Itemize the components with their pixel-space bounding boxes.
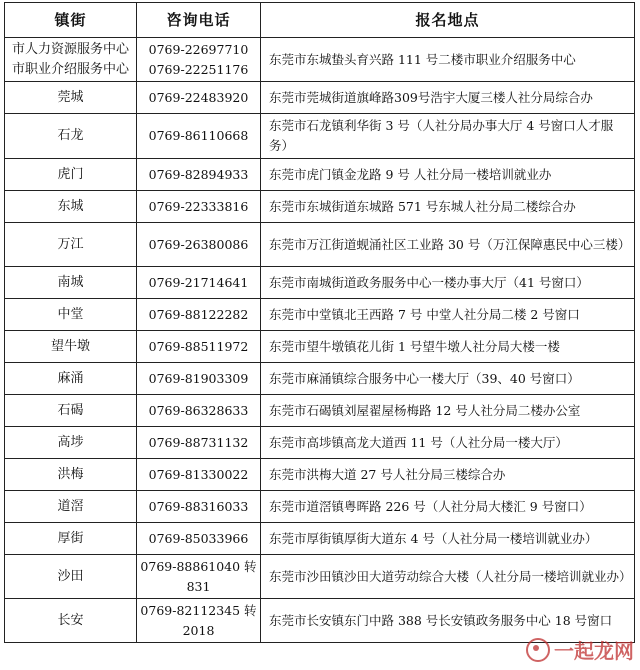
- table-row: [5, 191, 635, 223]
- cell-town: 南城: [5, 267, 137, 299]
- cell-town: 高埗: [5, 427, 137, 459]
- cell-phone: 0769-88316033: [137, 491, 261, 523]
- cell-phone: 0769-81330022: [137, 459, 261, 491]
- cell-town: 麻涌: [5, 363, 137, 395]
- table-row: [5, 523, 635, 555]
- cell-address: 东莞市道滘镇粤晖路 226 号（人社分局大楼汇 9 号窗口）: [261, 491, 635, 523]
- cell-town: 长安: [5, 599, 137, 643]
- cell-phone: 0769-85033966: [137, 523, 261, 555]
- table-row: [5, 427, 635, 459]
- cell-phone: 0769-88861040 转 831: [137, 555, 261, 599]
- table-row: [5, 159, 635, 191]
- cell-address: 东莞市莞城街道旗峰路309号浩宇大厦三楼人社分局综合办: [261, 82, 635, 114]
- cell-address: 东莞市东城街道东城路 571 号东城人社分局二楼综合办: [261, 191, 635, 223]
- cell-address: 东莞市东城蛰头育兴路 111 号二楼市职业介绍服务中心: [261, 38, 635, 82]
- cell-phone: 0769-82112345 转 2018: [137, 599, 261, 643]
- watermark-text: 一起龙网: [554, 639, 634, 663]
- cell-phone: 0769-22483920: [137, 82, 261, 114]
- cell-town: 市人力资源服务中心 市职业介绍服务中心: [5, 38, 137, 82]
- cell-address: 东莞市万江街道蚬涌社区工业路 30 号（万江保障惠民中心三楼）: [261, 223, 635, 267]
- cell-town: 莞城: [5, 82, 137, 114]
- cell-address: 东莞市高埗镇高龙大道西 11 号（人社分局一楼大厅）: [261, 427, 635, 459]
- table-row: [5, 299, 635, 331]
- table-row: [5, 267, 635, 299]
- logo-icon: [526, 638, 550, 662]
- cell-town: 望牛墩: [5, 331, 137, 363]
- cell-address: 东莞市厚街镇厚街大道东 4 号（人社分局一楼培训就业办）: [261, 523, 635, 555]
- cell-phone: 0769-21714641: [137, 267, 261, 299]
- cell-address: 东莞市南城街道政务服务中心一楼办事大厅（41 号窗口）: [261, 267, 635, 299]
- cell-address: 东莞市沙田镇沙田大道劳动综合大楼（人社分局一楼培训就业办）: [261, 555, 635, 599]
- cell-town: 万江: [5, 223, 137, 267]
- cell-town: 石碣: [5, 395, 137, 427]
- cell-address: 东莞市石龙镇利华街 3 号（人社分局办事大厅 4 号窗口人才服务）: [261, 114, 635, 159]
- cell-phone: 0769-86328633: [137, 395, 261, 427]
- cell-phone: 0769-88122282: [137, 299, 261, 331]
- cell-phone: 0769-82894933: [137, 159, 261, 191]
- cell-phone: 0769-22333816: [137, 191, 261, 223]
- watermark-logo: [526, 635, 634, 664]
- table-row: [5, 395, 635, 427]
- cell-phone: 0769-26380086: [137, 223, 261, 267]
- header-phone: 咨询电话: [137, 3, 261, 38]
- cell-town: 道滘: [5, 491, 137, 523]
- cell-address: 东莞市长安镇东门中路 388 号长安镇政务服务中心 18 号窗口: [261, 599, 635, 643]
- cell-address: 东莞市望牛墩镇花儿街 1 号望牛墩人社分局大楼一楼: [261, 331, 635, 363]
- registration-table: [4, 2, 635, 643]
- cell-town: 虎门: [5, 159, 137, 191]
- cell-phone: 0769-22697710 0769-22251176: [137, 38, 261, 82]
- cell-town: 沙田: [5, 555, 137, 599]
- table-row: [5, 555, 635, 599]
- table-row: [5, 38, 635, 82]
- cell-phone: 0769-88511972: [137, 331, 261, 363]
- header-town: 镇街: [5, 3, 137, 38]
- table-row: [5, 223, 635, 267]
- header-address: 报名地点: [261, 3, 635, 38]
- cell-address: 东莞市麻涌镇综合服务中心一楼大厅（39、40 号窗口）: [261, 363, 635, 395]
- cell-town: 石龙: [5, 114, 137, 159]
- cell-town: 东城: [5, 191, 137, 223]
- cell-address: 东莞市中堂镇北王西路 7 号 中堂人社分局二楼 2 号窗口: [261, 299, 635, 331]
- cell-address: 东莞市虎门镇金龙路 9 号 人社分局一楼培训就业办: [261, 159, 635, 191]
- table-header-row: [5, 3, 635, 38]
- cell-town: 中堂: [5, 299, 137, 331]
- table-row: [5, 459, 635, 491]
- table-row: [5, 491, 635, 523]
- cell-address: 东莞市洪梅大道 27 号人社分局三楼综合办: [261, 459, 635, 491]
- cell-address: 东莞市石碣镇刘屋翟屋杨梅路 12 号人社分局二楼办公室: [261, 395, 635, 427]
- table-row: [5, 363, 635, 395]
- table-row: [5, 82, 635, 114]
- cell-phone: 0769-88731132: [137, 427, 261, 459]
- cell-town: 厚街: [5, 523, 137, 555]
- table-row: [5, 331, 635, 363]
- cell-phone: 0769-81903309: [137, 363, 261, 395]
- cell-town: 洪梅: [5, 459, 137, 491]
- cell-phone: 0769-86110668: [137, 114, 261, 159]
- table-row: [5, 114, 635, 159]
